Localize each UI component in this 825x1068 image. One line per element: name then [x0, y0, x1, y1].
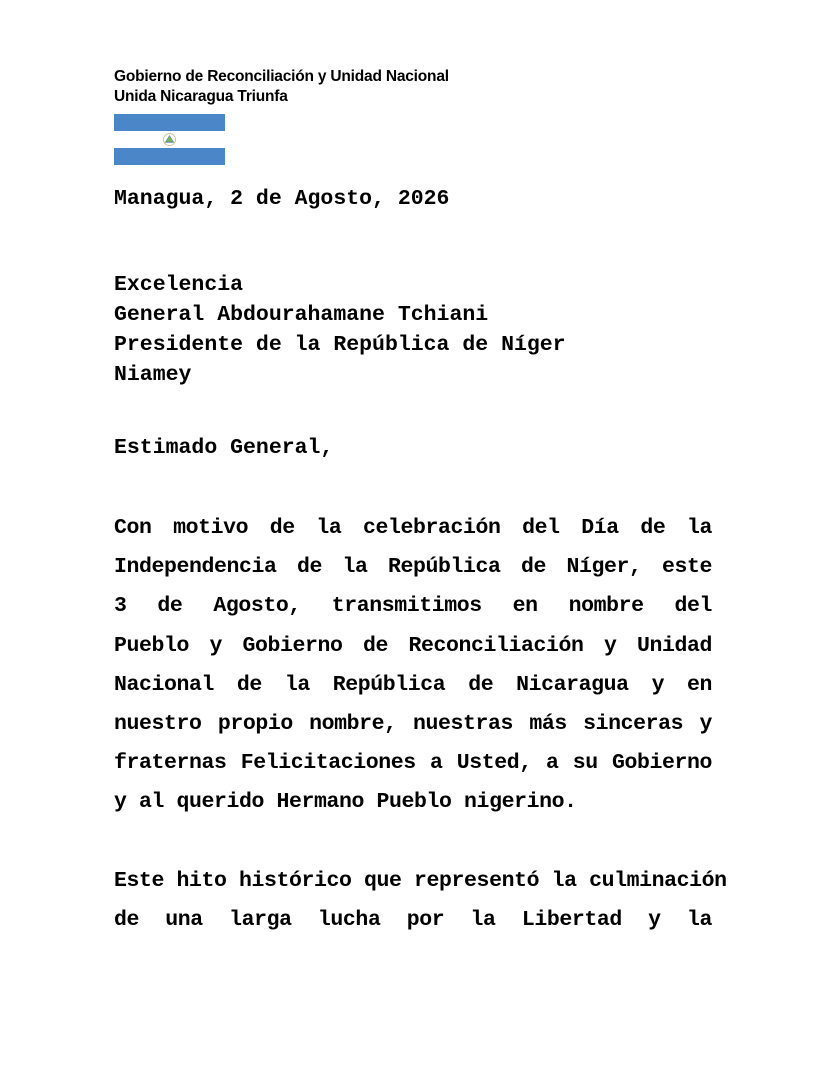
recipient-honorific: Excelencia: [114, 273, 244, 297]
paragraph-line: de una larga lucha por la Libertad y la: [114, 908, 712, 933]
paragraph-line: Pueblo y Gobierno de Reconciliación y Unidad: [114, 633, 712, 658]
paragraph-line: Este hito histórico que representó la culminación: [114, 869, 727, 893]
recipient-title: Presidente de la República de Níger: [114, 333, 566, 357]
paragraph-line: Nacional de la República de Nicaragua y en: [114, 672, 712, 697]
paragraph-line: y al querido Hermano Pueblo nigerino.: [114, 790, 577, 815]
recipient-block: [114, 270, 566, 390]
paragraph-line: Independencia de la República de Níger, este: [114, 555, 712, 580]
letter-date: Managua, 2 de Agosto, 2026: [114, 187, 450, 211]
paragraph-line: 3 de Agosto, transmitimos en nombre del: [114, 594, 712, 619]
nicaragua-flag-icon: [114, 114, 225, 165]
recipient-city: Niamey: [114, 363, 192, 387]
recipient-name: General Abdourahamane Tchiani: [114, 303, 489, 327]
letterhead: [114, 67, 449, 107]
paragraph-line: fraternas Felicitaciones a Usted, a su Gobierno: [114, 751, 712, 776]
body-paragraph-2: [114, 862, 727, 940]
paragraph-line: nuestro propio nombre, nuestras más sinceras y: [114, 711, 712, 736]
letterhead-slogan: Unida Nicaragua Triunfa: [114, 88, 288, 105]
paragraph-line: Con motivo de la celebración del Día de la: [114, 516, 712, 540]
salutation: Estimado General,: [114, 436, 334, 460]
coat-of-arms-icon: [164, 134, 176, 146]
body-paragraph-1: [114, 509, 712, 823]
letterhead-government-name: Gobierno de Reconciliación y Unidad Nacional: [114, 68, 449, 85]
